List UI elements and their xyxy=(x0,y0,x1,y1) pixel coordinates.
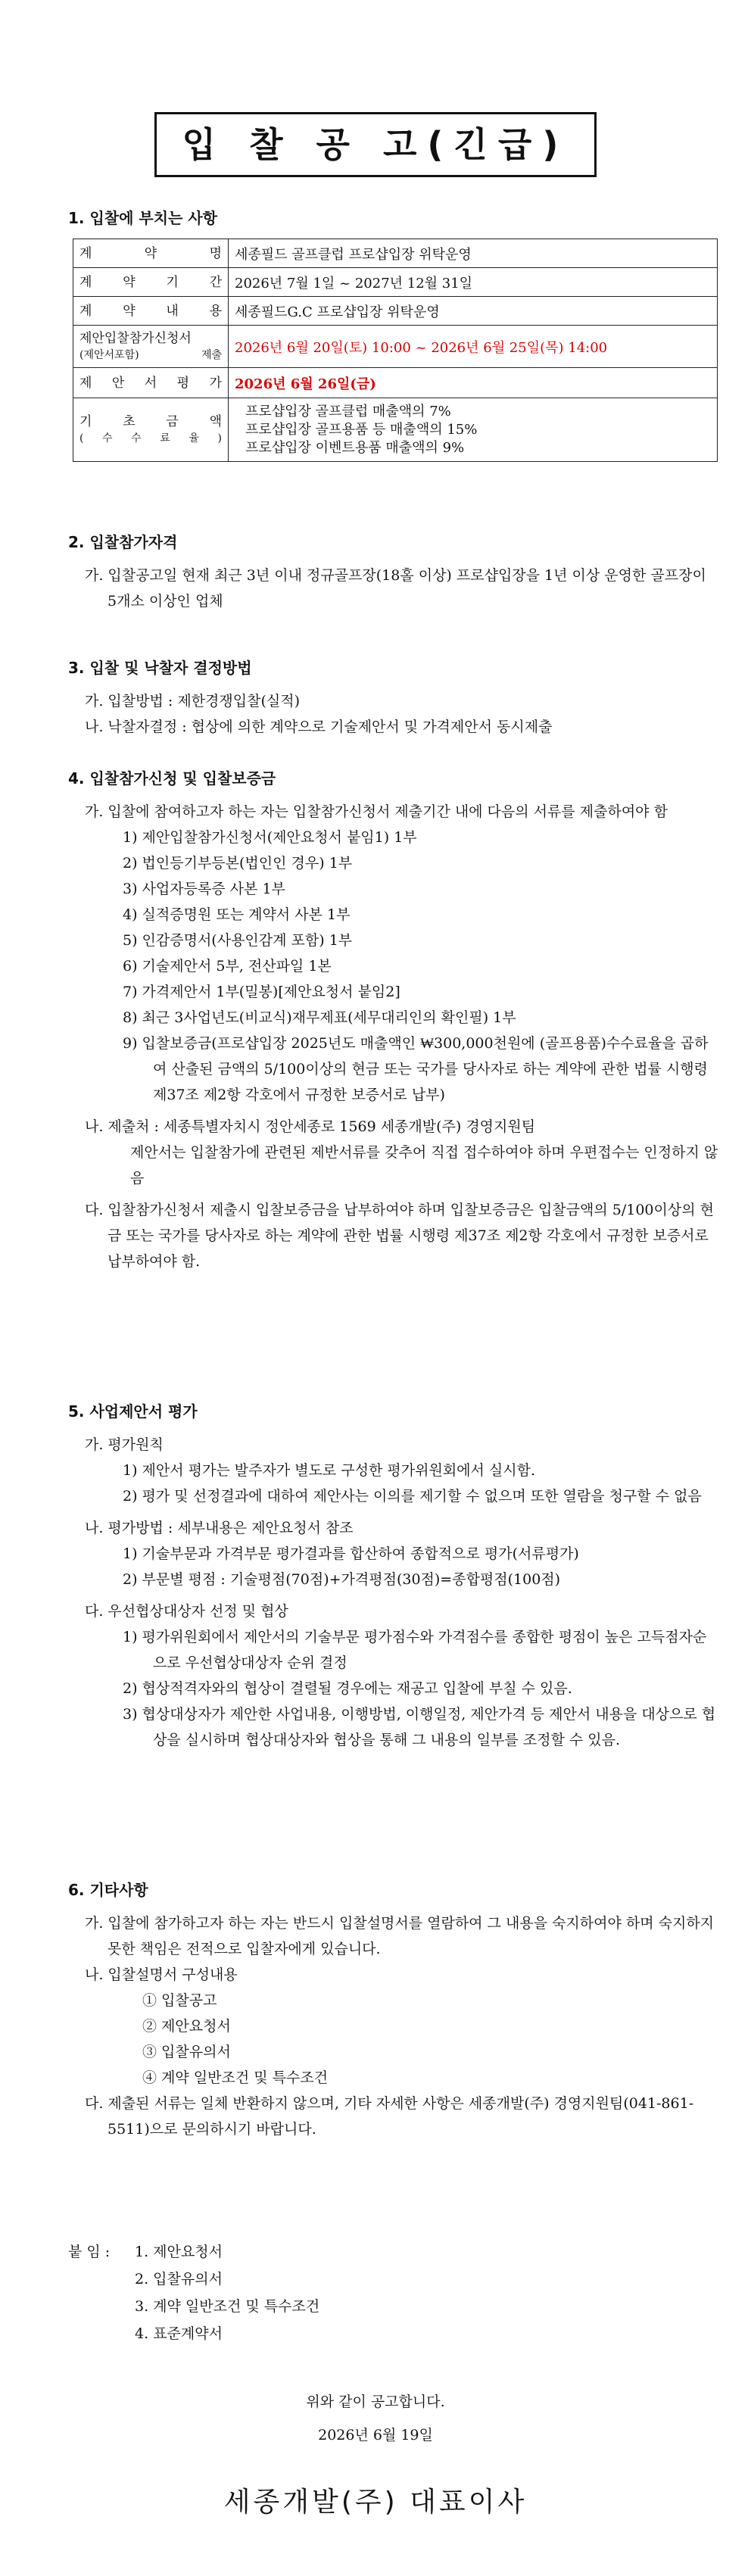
fee-rate-cell xyxy=(229,398,718,462)
row-value: 2026년 7월 1일 ~ 2027년 12월 31일 xyxy=(229,268,718,297)
row-label xyxy=(73,326,229,368)
list-item: 5) 인감증명서(사용인감계 포함) 1부 xyxy=(123,932,353,949)
list-item: 7) 가격제안서 1부(밀봉)[제안요청서 붙임2] xyxy=(123,984,400,1000)
submission-note: 제안서는 입찰참가에 관련된 제반서류를 갖추어 직접 접수하여야 하며 우편접수는 인정하지 않음 xyxy=(130,1144,718,1187)
row-label: 계 약 명 xyxy=(73,239,229,268)
list-item: 4. 표준계약서 xyxy=(135,2325,223,2342)
submission-period: 2026년 6월 20일(토) 10:00 ~ 2026년 6월 25일(목) 14:00 xyxy=(229,326,718,368)
section-1-heading: 1. 입찰에 부치는 사항 xyxy=(68,209,217,227)
announcement-date: 2026년 6월 19일 xyxy=(318,2427,433,2443)
list-item: ③ 입찰유의서 xyxy=(142,2044,231,2060)
section-6 xyxy=(68,1878,719,2142)
section-3-heading: 3. 입찰 및 낙찰자 결정방법 xyxy=(68,659,252,677)
bid-bond-text: 다. 입찰참가신청서 제출시 입찰보증금을 납부하여야 하며 입찰보증금은 입찰금액의 5/100이상의 현금 또는 국가를 당사자로 하는 계약에 관한 법률 시행령 제37조 제2항 각호에서 규정한 보증서로 납부하여야 함. xyxy=(85,1202,714,1270)
row-label xyxy=(73,398,229,462)
submission-place: 나. 제출처 : 세종특별자치시 정안세종로 1569 세종개발(주) 경영지원팀 xyxy=(85,1118,536,1135)
title-area xyxy=(0,112,751,177)
section-6-heading: 6. 기타사항 xyxy=(68,1881,148,1899)
row-label-line2: (제안서포함) 제출 xyxy=(79,348,222,361)
row-value: 세종필드 골프클럽 프로샵입장 위탁운영 xyxy=(229,239,718,268)
closing xyxy=(0,2385,751,2452)
page-title: 입 찰 공 고(긴급) xyxy=(154,112,597,177)
list-item: 4) 실적증명원 또는 계약서 사본 1부 xyxy=(123,906,351,923)
row-value: 세종필드G.C 프로샵입장 위탁운영 xyxy=(229,297,718,326)
section-2 xyxy=(68,530,719,614)
row-label-line1: 기 초 금 액 xyxy=(79,413,222,429)
annex-items xyxy=(127,2238,319,2347)
award-method: 나. 낙찰자결정 : 협상에 의한 계약으로 기술제안서 및 가격제안서 동시제출 xyxy=(85,719,553,735)
row-label: 계 약 내 용 xyxy=(73,297,229,326)
notice-text: 가. 입찰에 참가하고자 하는 자는 반드시 입찰설명서를 열람하여 그 내용을 숙지하여야 하며 숙지하지 못한 책임은 전적으로 입찰자에게 있습니다. xyxy=(85,1915,715,1957)
list-item: 1. 제안요청서 xyxy=(135,2244,223,2260)
annex-label: 붙 임 : xyxy=(68,2244,111,2260)
list-item: 2) 법인등기부등본(법인인 경우) 1부 xyxy=(123,855,353,872)
section-2-heading: 2. 입찰참가자격 xyxy=(68,533,178,551)
list-item: ② 제안요청서 xyxy=(142,2018,231,2035)
table-row xyxy=(73,268,718,297)
submission-intro: 가. 입찰에 참여하고자 하는 자는 입찰참가신청서 제출기간 내에 다음의 서류를 제출하여야 함 xyxy=(85,803,668,820)
evaluation-date: 2026년 6월 26일(금) xyxy=(229,368,718,398)
list-item: 2) 부문별 평점 : 기술평점(70점)+가격평점(30점)=종합평점(100점) xyxy=(123,1571,561,1588)
annex-row xyxy=(68,2238,719,2347)
list-item: 2) 평가 및 선정결과에 대하여 제안사는 이의를 제기할 수 없으며 또한 열람을 청구할 수 없음 xyxy=(123,1488,702,1505)
closing-line: 위와 같이 공고합니다. xyxy=(306,2394,445,2410)
qualification-text: 가. 입찰공고일 현재 최근 3년 이내 정규골프장(18홀 이상) 프로샵입장을 1년 이상 운영한 골프장이 5개소 이상인 업체 xyxy=(85,567,706,610)
list-item: 3) 협상대상자가 제안한 사업내용, 이행방법, 이행일정, 제안가격 등 제안서 내용을 대상으로 협상을 실시하며 협상대상자와 협상을 통해 그 내용의 일부를 조정할 수 있음. xyxy=(123,1706,716,1748)
list-item: 9) 입찰보증금(프로샵입장 2025년도 매출액인 ₩300,000천원에 (골프용품)수수료율을 곱하여 산출된 금액의 5/100이상의 현금 또는 국가를 당사자로 하는 계약에 관한 법률 시행령 제37조 제2항 각호에서 규정한 보증서로 납부) xyxy=(123,1035,709,1103)
table-row xyxy=(73,326,718,368)
table-row xyxy=(73,297,718,326)
list-item: 1) 평가위원회에서 제안서의 기술부문 평가점수와 가격점수를 종합한 평점이 높은 고득점자순으로 우선협상대상자 순위 결정 xyxy=(123,1629,707,1671)
list-item: ④ 계약 일반조건 및 특수조건 xyxy=(142,2069,329,2086)
row-label: 계 약 기 간 xyxy=(73,268,229,297)
list-item: 2) 협상적격자와의 협상이 결렬될 경우에는 재공고 입찰에 부칠 수 있음. xyxy=(123,1680,572,1697)
list-item: 3) 사업자등록증 사본 1부 xyxy=(123,881,285,897)
eval-method: 나. 평가방법 : 세부내용은 제안요청서 참조 xyxy=(85,1520,354,1536)
row-label: 제 안 서 평 가 xyxy=(73,368,229,398)
contact-text: 다. 제출된 서류는 일체 반환하지 않으며, 기타 자세한 사항은 세종개발(주) 경영지원팀(041-861-5511)으로 문의하시기 바랍니다. xyxy=(85,2095,694,2138)
section-5 xyxy=(68,1399,719,1753)
list-item: 1) 제안서 평가는 발주자가 별도로 구성한 평가위원회에서 실시함. xyxy=(123,1462,536,1479)
eval-principle: 가. 평가원칙 xyxy=(85,1436,164,1453)
section-5-heading: 5. 사업제안서 평가 xyxy=(68,1402,198,1421)
annex xyxy=(68,2238,719,2347)
section-4 xyxy=(68,766,719,1274)
list-item: 1) 제안입찰참가신청서(제안요청서 붙임1) 1부 xyxy=(123,829,417,846)
table-row xyxy=(73,239,718,268)
list-item: 1) 기술부문과 가격부문 평가결과를 합산하여 종합적으로 평가(서류평가) xyxy=(123,1545,579,1562)
list-item: 3. 계약 일반조건 및 특수조건 xyxy=(135,2298,320,2315)
table-row xyxy=(73,368,718,398)
section-3 xyxy=(68,656,719,740)
signer: 세종개발(주) 대표이사 xyxy=(223,2487,528,2518)
section-1 xyxy=(68,206,719,462)
fee-rate-line: 프로샵입장 이벤트용품 매출액의 9% xyxy=(245,439,465,456)
bid-info-table xyxy=(73,239,718,462)
row-label-line2: ( 수 수 료 율 ) xyxy=(79,432,222,444)
bid-docs-heading: 나. 입찰설명서 구성내용 xyxy=(85,1966,238,1983)
bid-method: 가. 입찰방법 : 제한경쟁입찰(실적) xyxy=(85,693,300,709)
fee-rate-line: 프로샵입장 골프용품 등 매출액의 15% xyxy=(245,421,478,438)
negotiation-heading: 다. 우선협상대상자 선정 및 협상 xyxy=(85,1603,288,1620)
section-4-heading: 4. 입찰참가신청 및 입찰보증금 xyxy=(68,769,276,787)
row-label-line1: 제안입찰참가신청서 xyxy=(79,330,192,346)
list-item: 6) 기술제안서 5부, 전산파일 1본 xyxy=(123,958,332,975)
list-item: ① 입찰공고 xyxy=(142,1992,217,2009)
list-item: 2. 입찰유의서 xyxy=(135,2271,223,2288)
table-row xyxy=(73,398,718,462)
fee-rate-line: 프로샵입장 골프클럽 매출액의 7% xyxy=(245,403,451,419)
list-item: 8) 최근 3사업년도(비교식)재무제표(세무대리인의 확인필) 1부 xyxy=(123,1009,516,1026)
